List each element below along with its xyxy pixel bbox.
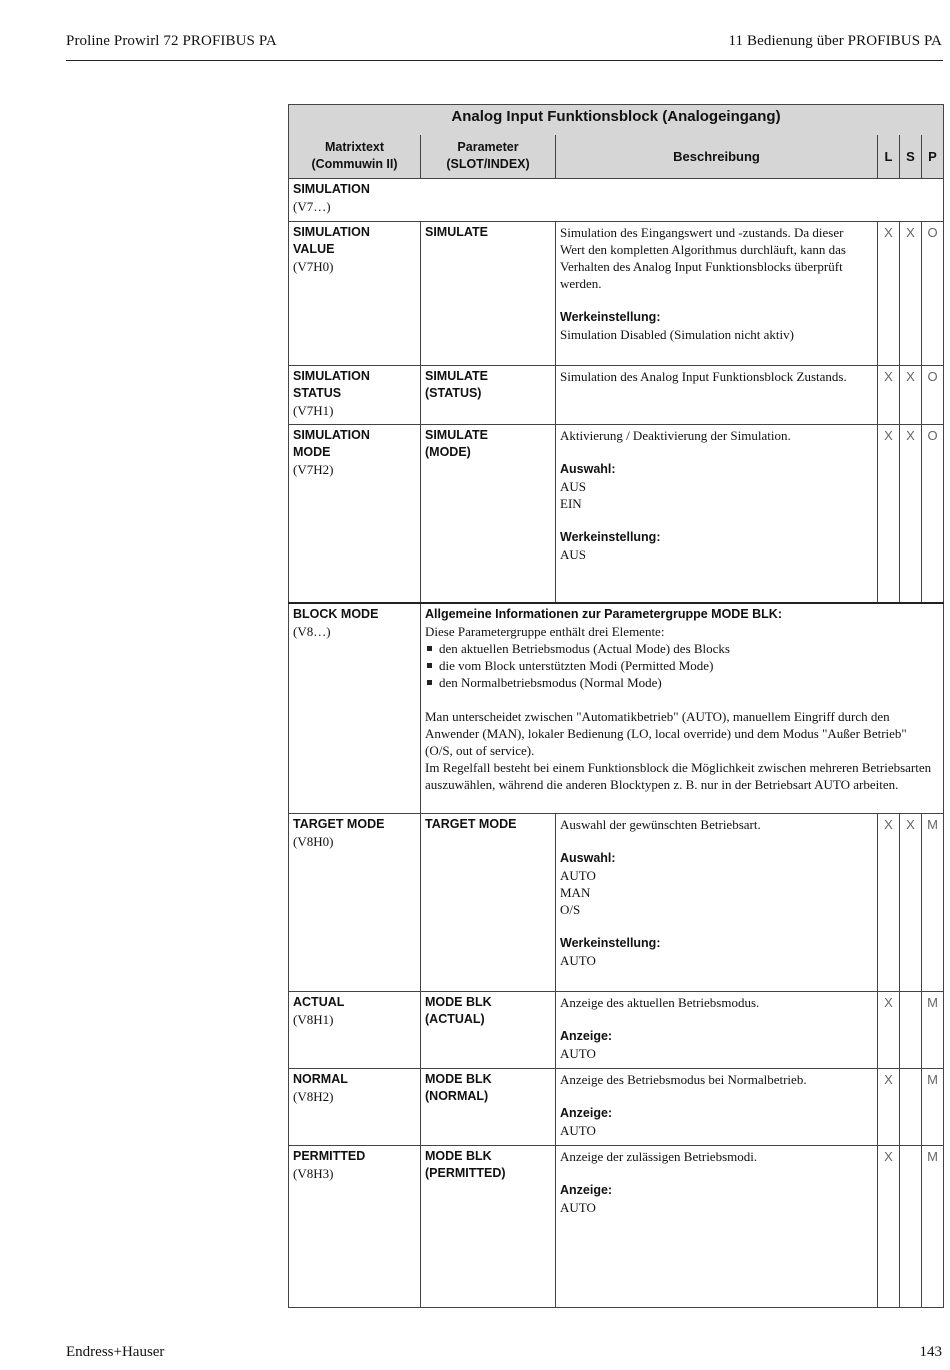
column-header-parameter-line2: (SLOT/INDEX): [446, 157, 530, 171]
description-value: AUTO: [560, 953, 596, 968]
description-label: Anzeige:: [560, 1183, 613, 1197]
parameter-text: MODE BLK: [425, 1149, 492, 1163]
description-value: MAN: [560, 885, 591, 900]
description-label: Werkeinstellung:: [560, 530, 661, 544]
description-line: Simulation des Eingangswert und -zustands. Da dieser: [560, 225, 844, 240]
description-value: O/S: [560, 902, 581, 917]
bullet-square-icon: [427, 663, 432, 668]
description-value: AUTO: [560, 868, 596, 883]
flag-p: M: [922, 814, 944, 992]
table-row: [289, 425, 944, 603]
matrix-code: (V7H0): [293, 259, 334, 274]
matrix-text: SIMULATION: [293, 428, 370, 442]
matrix-text: ACTUAL: [293, 995, 345, 1009]
matrix-cell: [289, 366, 421, 425]
flag-l: X: [878, 992, 900, 1069]
description-line: Simulation des Analog Input Funktionsblock Zustands.: [560, 369, 847, 384]
parameter-text: (STATUS): [425, 386, 482, 400]
description-label: Anzeige:: [560, 1106, 613, 1120]
flag-p: O: [922, 366, 944, 425]
description-line: Anzeige der zulässigen Betriebsmodi.: [560, 1149, 758, 1164]
matrix-code: (V7…): [293, 199, 331, 214]
list-item-text: den aktuellen Betriebsmodus (Actual Mode) des Blocks: [439, 640, 730, 656]
flag-p: M: [922, 1069, 944, 1146]
parameter-text: (ACTUAL): [425, 1012, 485, 1026]
table-row: [289, 992, 944, 1069]
group-cell-simulation: [289, 179, 944, 222]
parameter-text: SIMULATE: [425, 225, 488, 239]
matrix-text: MODE: [293, 445, 331, 459]
matrix-code: (V8H2): [293, 1089, 334, 1104]
table-row: [289, 179, 944, 222]
description-value: AUTO: [560, 1123, 596, 1138]
description-cell: [556, 1069, 878, 1146]
matrix-cell: [289, 425, 421, 603]
list-item: [425, 640, 939, 657]
column-header-s: S: [900, 135, 922, 179]
parameter-text: SIMULATE: [425, 428, 488, 442]
description-line: Aktivierung / Deaktivierung der Simulation.: [560, 428, 791, 443]
info-title: Allgemeine Informationen zur Parametergruppe MODE BLK:: [425, 606, 782, 621]
flag-l: X: [878, 1069, 900, 1146]
description-label: Auswahl:: [560, 462, 616, 476]
description-value: EIN: [560, 496, 582, 511]
table-row: [289, 222, 944, 366]
description-label: Werkeinstellung:: [560, 310, 661, 324]
flag-s: X: [900, 425, 922, 603]
bullet-square-icon: [427, 680, 432, 685]
description-value: AUTO: [560, 1200, 596, 1215]
description-line: Anzeige des Betriebsmodus bei Normalbetrieb.: [560, 1072, 807, 1087]
description-value: AUTO: [560, 1046, 596, 1061]
description-value: Simulation Disabled (Simulation nicht aktiv): [560, 327, 794, 342]
table-row: [289, 1146, 944, 1308]
parameter-text: TARGET MODE: [425, 817, 517, 831]
table-row: [289, 366, 944, 425]
page-header-title: Proline Prowirl 72 PROFIBUS PA: [66, 33, 277, 49]
flag-p: M: [922, 1146, 944, 1308]
info-paragraph-line: Anwender (MAN), lokaler Bedienung (LO, local override) und dem Modus "Außer Betrieb": [425, 725, 907, 741]
matrix-text: SIMULATION: [293, 369, 370, 383]
matrix-text: SIMULATION: [293, 225, 370, 239]
matrix-text: NORMAL: [293, 1072, 348, 1086]
parameter-text: (PERMITTED): [425, 1166, 506, 1180]
matrix-code: (V7H2): [293, 462, 334, 477]
matrix-cell: [289, 603, 421, 814]
parameter-text: MODE BLK: [425, 1072, 492, 1086]
info-paragraph-line: auszuwählen, während die anderen Blocktypen z. B. nur in der Betriebsart AUTO arbeiten.: [425, 776, 899, 792]
matrix-code: (V8H0): [293, 834, 334, 849]
flag-l: X: [878, 222, 900, 366]
matrix-cell: [289, 992, 421, 1069]
list-item: [425, 657, 939, 674]
table-title: Analog Input Funktionsblock (Analogeingang): [289, 105, 944, 136]
function-block-table: [288, 104, 944, 1308]
description-line: Verhalten des Analog Input Funktionsblocks überprüft: [560, 259, 843, 274]
matrix-text: TARGET MODE: [293, 817, 385, 831]
column-header-l: L: [878, 135, 900, 179]
flag-l: X: [878, 425, 900, 603]
description-cell: [556, 814, 878, 992]
flag-p: O: [922, 425, 944, 603]
description-cell: [556, 1146, 878, 1308]
parameter-cell: [421, 1146, 556, 1308]
page-header-chapter: 11 Bedienung über PROFIBUS PA: [728, 33, 942, 49]
description-value: AUS: [560, 479, 587, 494]
info-paragraph-line: Im Regelfall besteht bei einem Funktionsblock die Möglichkeit zwischen mehreren Betriebsarten: [425, 759, 932, 775]
table-row: [289, 603, 944, 814]
table-row: [289, 1069, 944, 1146]
description-label: Werkeinstellung:: [560, 936, 661, 950]
description-cell: [556, 222, 878, 366]
info-paragraph-line: Man unterscheidet zwischen "Automatikbetrieb" (AUTO), manuellem Eingriff durch den: [425, 708, 890, 724]
flag-s: X: [900, 814, 922, 992]
column-header-parameter: [421, 135, 556, 179]
table-row: [289, 814, 944, 992]
description-line: werden.: [560, 276, 602, 291]
column-header-p: P: [922, 135, 944, 179]
description-line: Auswahl der gewünschten Betriebsart.: [560, 817, 761, 832]
flag-l: X: [878, 1146, 900, 1308]
matrix-text: BLOCK MODE: [293, 606, 379, 621]
parameter-cell: [421, 222, 556, 366]
list-item-text: die vom Block unterstützten Modi (Permitted Mode): [439, 657, 714, 673]
flag-p: O: [922, 222, 944, 366]
column-header-matrix-line1: Matrixtext: [324, 140, 385, 154]
parameter-cell: [421, 425, 556, 603]
column-header-description: Beschreibung: [556, 135, 878, 179]
description-cell: [556, 366, 878, 425]
matrix-cell: [289, 222, 421, 366]
flag-s: X: [900, 366, 922, 425]
column-header-matrix-line2: (Commuwin II): [311, 157, 398, 171]
matrix-cell: [289, 1069, 421, 1146]
header-rule: [66, 60, 943, 61]
page-footer-brand: Endress+Hauser: [66, 1344, 165, 1360]
parameter-cell: [421, 814, 556, 992]
info-intro: Diese Parametergruppe enthält drei Elemente:: [425, 623, 665, 639]
info-paragraph-line: (O/S, out of service).: [425, 742, 535, 758]
info-cell: [421, 603, 944, 814]
parameter-text: MODE BLK: [425, 995, 492, 1009]
flag-l: X: [878, 814, 900, 992]
page-number: 143: [919, 1344, 942, 1360]
parameter-cell: [421, 992, 556, 1069]
description-line: Anzeige des aktuellen Betriebsmodus.: [560, 995, 760, 1010]
bullet-square-icon: [427, 646, 432, 651]
column-header-parameter-line1: Parameter: [457, 140, 519, 154]
description-label: Anzeige:: [560, 1029, 613, 1043]
parameter-cell: [421, 366, 556, 425]
info-bullet-list: [425, 640, 939, 691]
matrix-code: (V8…): [293, 623, 331, 639]
matrix-cell: [289, 1146, 421, 1308]
list-item-text: den Normalbetriebsmodus (Normal Mode): [439, 674, 662, 690]
parameter-text: (NORMAL): [425, 1089, 489, 1103]
matrix-text: VALUE: [293, 242, 335, 256]
flag-s: [900, 992, 922, 1069]
flag-s: X: [900, 222, 922, 366]
flag-s: [900, 1146, 922, 1308]
parameter-text: (MODE): [425, 445, 471, 459]
flag-s: [900, 1069, 922, 1146]
matrix-text: PERMITTED: [293, 1149, 366, 1163]
flag-p: M: [922, 992, 944, 1069]
matrix-code: (V8H1): [293, 1012, 334, 1027]
matrix-text: STATUS: [293, 386, 342, 400]
description-cell: [556, 992, 878, 1069]
matrix-text: SIMULATION: [293, 182, 370, 196]
parameter-cell: [421, 1069, 556, 1146]
description-label: Auswahl:: [560, 851, 616, 865]
matrix-code: (V7H1): [293, 403, 334, 418]
flag-l: X: [878, 366, 900, 425]
parameter-text: SIMULATE: [425, 369, 488, 383]
matrix-cell: [289, 814, 421, 992]
description-line: Wert den kompletten Algorithmus durchläuft, kann das: [560, 242, 846, 257]
list-item: [425, 674, 939, 691]
column-header-matrix: [289, 135, 421, 179]
description-cell: [556, 425, 878, 603]
matrix-code: (V8H3): [293, 1166, 334, 1181]
description-value: AUS: [560, 547, 587, 562]
